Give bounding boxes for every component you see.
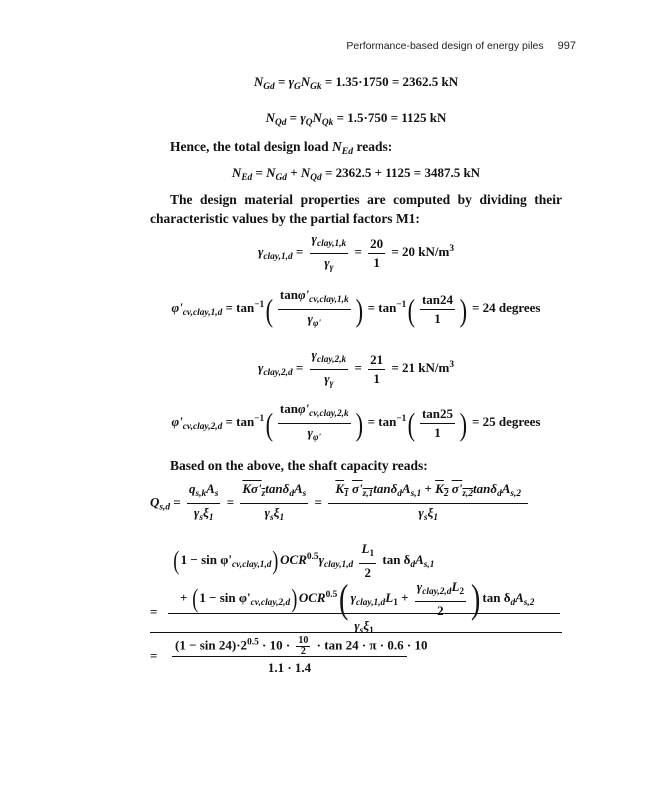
equation-numeric-numerator: $(1 - \sin 24)\cdot 2^{0.5} \cdot 10$ · $\frac{10}{2}$ · tan 24 · π · 0.6 · 10 (175, 635, 428, 657)
running-header (346, 40, 576, 52)
equation-ned: $N_{Ed} = N_{Gd} + N_{Qd} = 2362.5 + 1125 = 3487.5$ kN (231, 165, 481, 183)
equation-numeric-equals: = (150, 648, 158, 663)
equation-ngd: $N_{Gd} = \gamma_GN_{Gk} = 1.35\cdot 1750 = 2362.5$ kN (253, 74, 459, 92)
equation-shaft-expanded-line2: + $(1 - \sin \varphi'_{cv,clay,2,d})OCR^{0.5}$( $\gamma_{clay,1,d}L_1$ + $\frac{\gamma_{clay,2,d}L_2}{2}$ ) $\tan \delta_dA_{s,2}$ (180, 576, 535, 621)
equation-gamma-clay-2: $\gamma_{clay,2,d}$ = $\frac{\gamma_{clay,2,k}}{\gamma_\gamma}$ = $\frac{21}{1}$ = 21 $kN/m^3$ (257, 347, 455, 389)
text-total-design-load: Hence, the total design load $N_{Ed}$ reads: (170, 139, 393, 157)
equation-phi-clay-1: $\varphi'_{cv,clay,1,d} = \tan^{-1}$( $\frac{\tan\varphi'_{cv,clay,1,k}}{\gamma_{\varphi'}}$ ) = $\tan^{-1}$( $\frac{\tan 24}{1}$ ) = 24 degrees (171, 287, 541, 329)
text-shaft-capacity: Based on the above, the shaft capacity reads: (170, 458, 428, 473)
fraction-bar-expanded (168, 613, 560, 614)
equation-nqd: $N_{Qd} = \gamma_QN_{Qk} = 1.5\cdot 750 = 1125$ kN (265, 110, 447, 128)
running-title: Performance-based design of energy piles (346, 40, 544, 52)
equation-numeric-denominator: 1.1 · 1.4 (267, 660, 312, 675)
text-material-properties: The design material properties are computed by dividing their characteristic values by the partial factors M1: (150, 192, 562, 226)
equation-shaft-expanded-line1: $(1 - \sin \varphi'_{cv,clay,1,d})OCR^{0.5}\gamma_{clay,1,d}$ $\frac{L_1}{2}$ $\tan \delta_dA_{s,1}$ (173, 541, 435, 580)
separator-line (150, 632, 562, 633)
equation-shaft-expanded-denominator: $\gamma_s\xi_1$ (354, 618, 374, 636)
equation-gamma-clay-1: $\gamma_{clay,1,d}$ = $\frac{\gamma_{clay,1,k}}{\gamma_\gamma}$ = $\frac{20}{1}$ = 20 $kN/m^3$ (257, 231, 455, 273)
fraction-bar-numeric (172, 656, 407, 657)
equation-phi-clay-2: $\varphi'_{cv,clay,2,d} = \tan^{-1}$( $\frac{\tan\varphi'_{cv,clay,2,k}}{\gamma_{\varphi'}}$ ) = $\tan^{-1}$( $\frac{\tan 25}{1}$ ) = 25 degrees (171, 401, 541, 443)
page-number: 997 (557, 40, 576, 52)
equation-shaft-expanded-equals: = (150, 604, 158, 619)
equation-shaft-capacity: $Q_{s,d}$ = $\frac{q_{s,k}A_s}{\gamma_s\xi_1}$ = $\frac{K\sigma'_z\tan\delta_dA_s}{\gamma_s\xi_1}$ = $\frac{K_1 \sigma'_{z,1}\tan\delta_dA_{s,1} + K_2 \sigma'_{z,2}\tan\delta_dA_{s,2}}{\gamma_s\xi_1}$ (150, 480, 562, 527)
